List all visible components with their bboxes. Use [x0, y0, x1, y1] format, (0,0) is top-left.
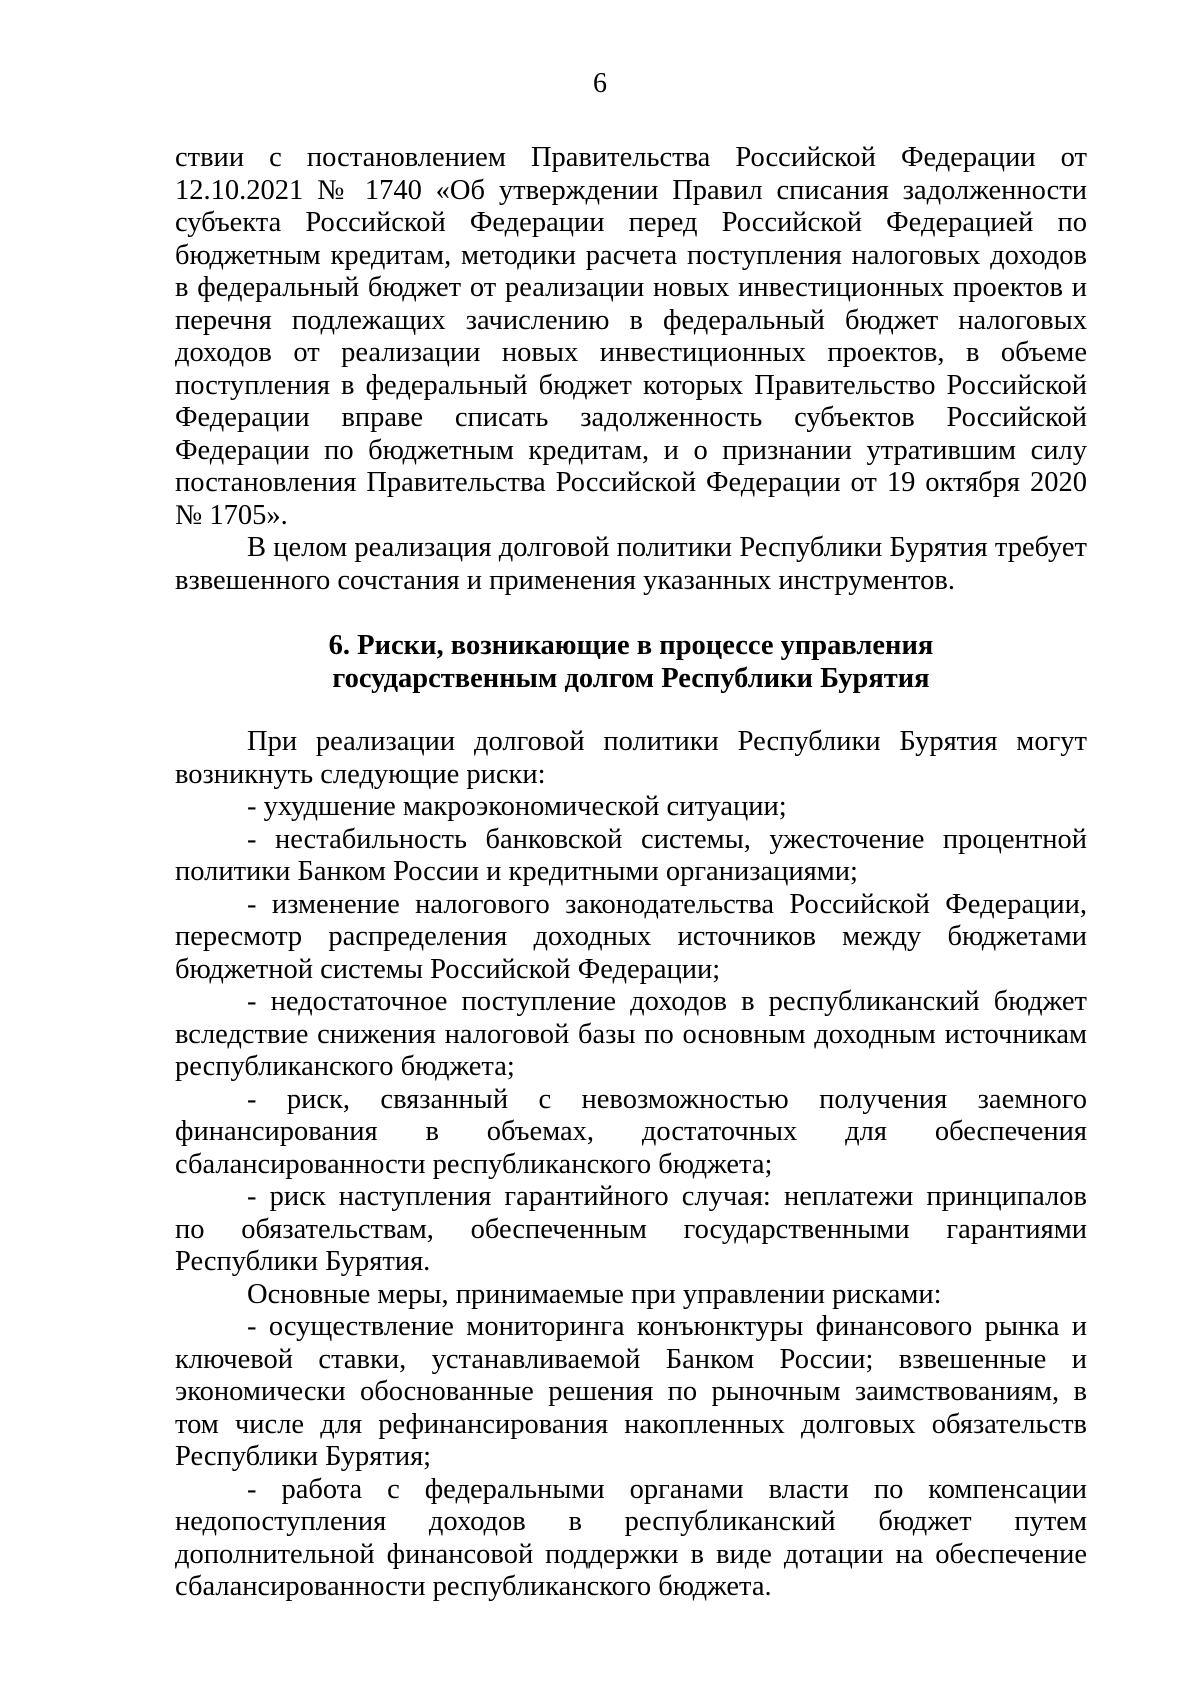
risk-item: - нестабильность банковской системы, ужесточение процентной политики Банком России и кредитными организациями; [175, 823, 1087, 887]
document-body [175, 142, 1087, 1604]
measure-item: - осуществление мониторинга конъюнктуры финансового рынка и ключевой ставки, устанавливаемой Банком России; взвешенные и экономически обоснованные решения по рыночным заимствованиям, в том числе для рефинансирования накопленных долговых обязательств Республики Бурятия; [175, 1311, 1087, 1472]
risk-item: - риск наступления гарантийного случая: неплатежи принципалов по обязательствам, обеспеченным государственными гарантиями Республики Бурятия. [175, 1181, 1087, 1277]
section-heading [175, 629, 1087, 695]
section-heading-line-2: государственным долгом Республики Бурятия [332, 663, 930, 694]
measures-intro: Основные меры, принимаемые при управлении рисками: [247, 1278, 942, 1310]
paragraph-continuation: ствии с постановлением Правительства Российской Федерации от 12.10.2021 № 1740 «Об утверждении Правил списания задолженности субъекта Российской Федерации перед Российской Федерацией по бюджетным кредитам, методики расчета поступления налоговых доходов в федеральный бюджет от реализации новых инвестиционных проектов и перечня подлежащих зачислению в федеральный бюджет налоговых доходов от реализации новых инвестиционных проектов, в объеме поступления в федеральный бюджет которых Правительство Российской Федерации вправе списать задолженность субъектов Российской Федерации по бюджетным кредитам, и о признании утратившим силу постановления Правительства Российской Федерации от 19 октября 2020 № 1705». [175, 142, 1087, 531]
risk-item: - недостаточное поступление доходов в республиканский бюджет вследствие снижения налоговой базы по основным доходным источникам республиканского бюджета; [175, 986, 1087, 1082]
risk-item: - риск, связанный с невозможностью получения заемного финансирования в объемах, достаточных для обеспечения сбалансированности республиканского бюджета; [175, 1083, 1087, 1180]
measure-item: - работа с федеральными органами власти по компенсации недопоступления доходов в республиканский бюджет путем дополнительной финансовой поддержки в виде дотации на обеспечение сбалансированности республиканского бюджета. [175, 1473, 1087, 1602]
page-number: 6 [593, 68, 607, 99]
section-heading-line-1: 6. Риски, возникающие в процессе управления [328, 630, 934, 661]
paragraph-summary: В целом реализация долговой политики Республики Бурятия требует взвешенного сочстания и применения указанных инструментов. [175, 532, 1087, 596]
risk-item: - ухудшение макроэкономической ситуации; [247, 791, 787, 822]
risk-item: - изменение налогового законодательства Российской Федерации, пересмотр распределения доходных источников между бюджетами бюджетной системы Российской Федерации; [175, 888, 1087, 985]
risks-intro: При реализации долговой политики Республики Бурятия могут возникнуть следующие риски: [175, 726, 1087, 790]
